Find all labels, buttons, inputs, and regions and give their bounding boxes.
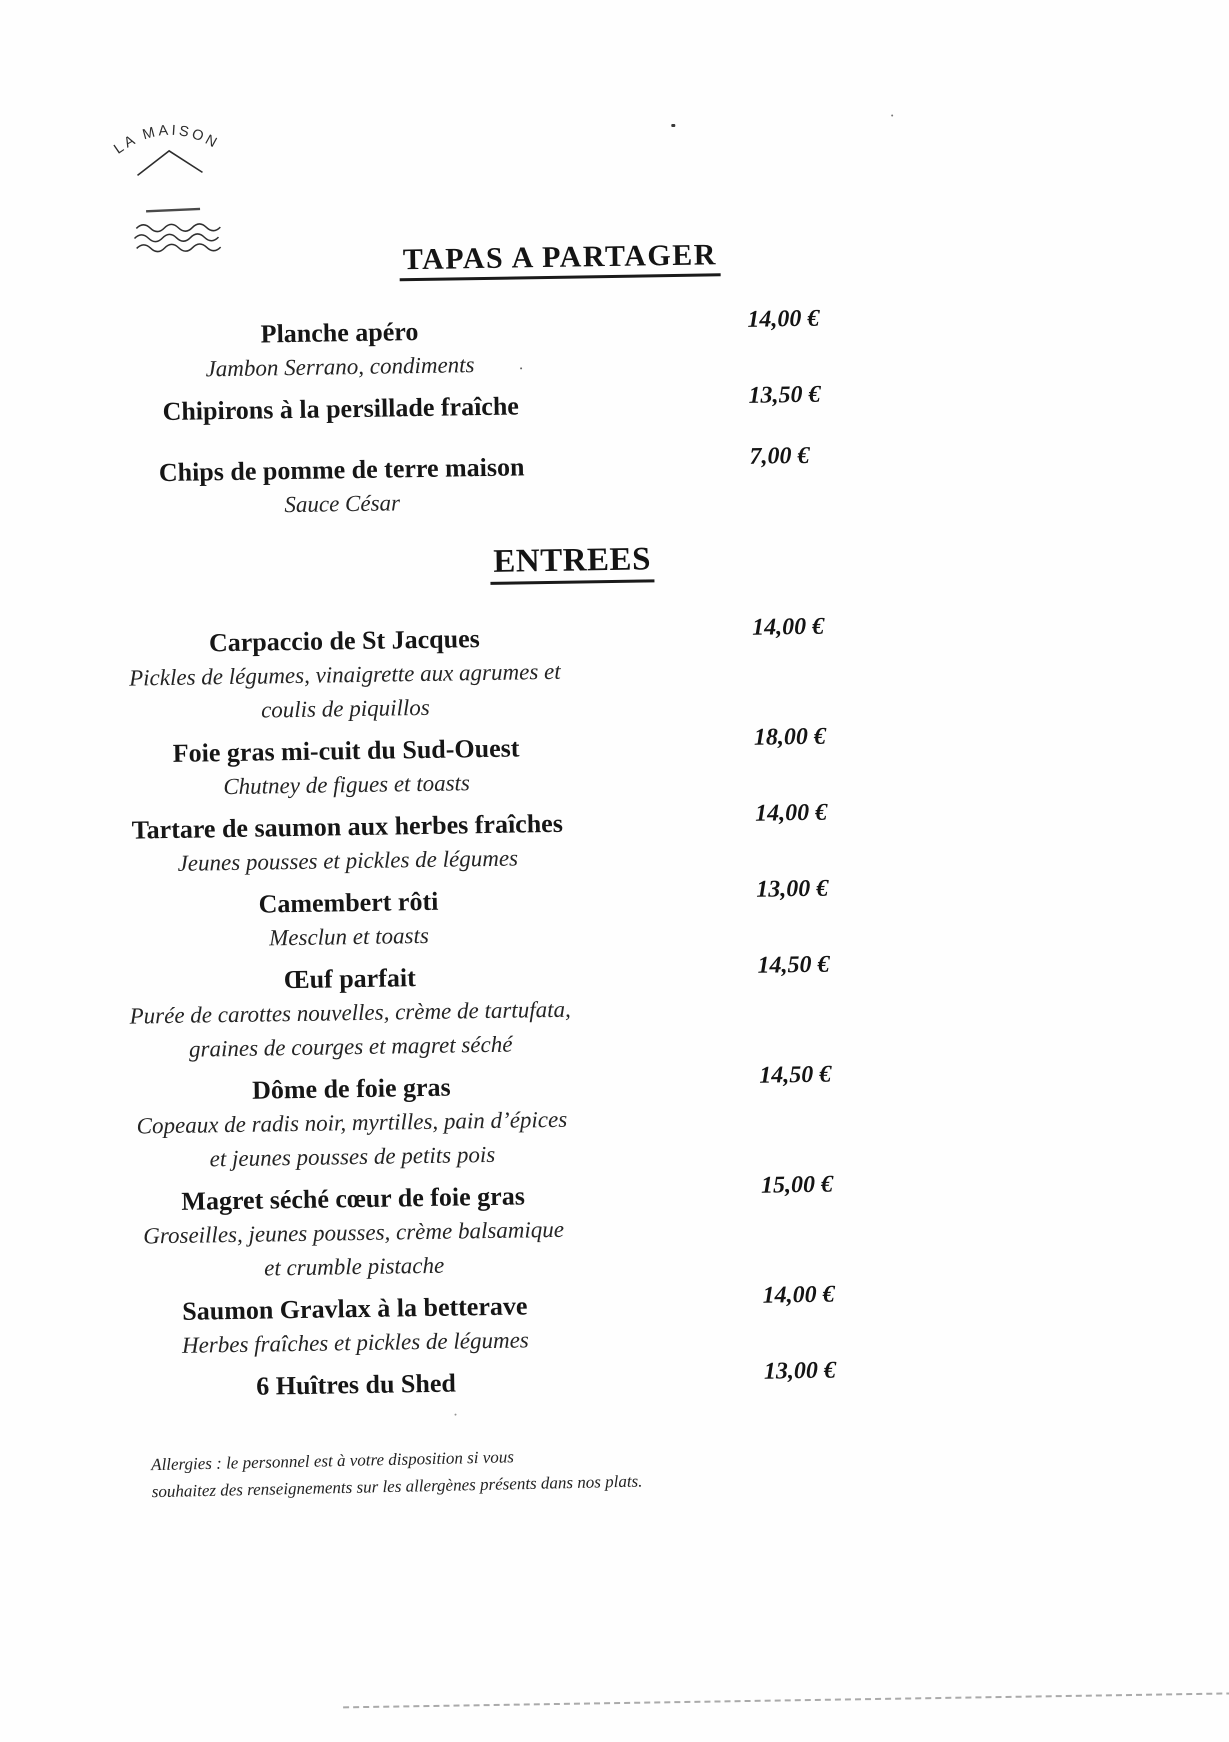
allergies-note-line1: Allergies : le personnel est à votre disposition si vous — [150, 1447, 515, 1475]
menu-item-price: 14,50 € — [757, 951, 830, 979]
menu-item-price: 14,00 € — [754, 799, 828, 827]
section-title-entrees-text: ENTREES — [490, 541, 654, 585]
menu-item — [26, 725, 925, 807]
menu-item — [28, 877, 927, 959]
menu-item-description: et jeunes pousses de petits pois — [209, 1141, 496, 1172]
menu-item — [33, 1173, 932, 1289]
menu-item — [27, 801, 926, 883]
menu-item — [36, 1359, 934, 1407]
scan-artifact-dot — [671, 124, 675, 127]
menu-item — [21, 444, 920, 526]
menu-item-name: 6 Huîtres du Shed — [255, 1368, 457, 1401]
menu-item-row — [26, 725, 924, 773]
menu-item-name: Chips de pomme de terre maison — [158, 452, 525, 488]
menu-item-description: Purée de carottes nouvelles, crème de tartufata, — [129, 996, 571, 1029]
menu-item-description: Chutney de figues et toasts — [223, 770, 471, 800]
menu-item-name: Foie gras mi-cuit du Sud-Ouest — [172, 733, 520, 768]
menu-item-price: 14,00 € — [762, 1281, 835, 1309]
restaurant-logo — [104, 106, 231, 256]
menu-item-row — [21, 444, 919, 492]
menu-item-price: 13,50 € — [748, 381, 821, 409]
menu-item-price: 18,00 € — [753, 723, 827, 751]
la-maison-logo-icon — [104, 106, 231, 256]
menu-item — [35, 1283, 934, 1365]
scan-edge-dashed-line — [343, 1690, 1229, 1709]
menu-item-price: 14,50 € — [759, 1061, 832, 1089]
menu-item — [20, 383, 918, 431]
menu-item-price: 14,00 € — [751, 613, 825, 641]
menu-item-price: 13,00 € — [756, 875, 829, 903]
logo-divider-line — [146, 209, 200, 211]
logo-brand-arc-text: LA MAISON — [111, 122, 222, 158]
allergies-note-line2: souhaitez des renseignements sur les allergènes présents dans nos plats. — [151, 1471, 643, 1502]
menu-item-row — [36, 1359, 934, 1407]
menu-item-price: 7,00 € — [749, 442, 810, 470]
menu-item-description: Copeaux de radis noir, myrtilles, pain d’épices — [136, 1106, 568, 1139]
menu-list-entrees — [24, 615, 934, 1407]
menu-item-name: Dôme de foie gras — [251, 1072, 451, 1105]
menu-item-price: 14,00 € — [747, 305, 820, 333]
section-title-tapas-text: TAPAS A PARTAGER — [400, 238, 721, 281]
menu-item — [29, 953, 928, 1069]
menu-item-price: 13,00 € — [763, 1357, 837, 1385]
menu-item-name: Œuf parfait — [283, 963, 416, 995]
section-title-entrees — [0, 534, 1149, 589]
menu-item-description: Jeunes pousses et pickles de légumes — [177, 845, 519, 876]
menu-item-name: Saumon Gravlax à la betterave — [182, 1291, 528, 1326]
menu-item-name: Planche apéro — [260, 317, 419, 349]
menu-item — [31, 1063, 930, 1179]
wave-icon — [136, 224, 220, 232]
scan-artifact-dot — [455, 1414, 457, 1416]
menu-item-description: Jambon Serrano, condiments — [205, 352, 475, 382]
wave-icon — [134, 234, 218, 242]
menu-item-name: Camembert rôti — [258, 886, 439, 919]
menu-item-row — [28, 877, 926, 925]
menu-item-description: Herbes fraîches et pickles de légumes — [181, 1327, 529, 1358]
menu-item-name: Tartare de saumon aux herbes fraîches — [131, 808, 564, 845]
scan-artifact-dot — [891, 115, 893, 117]
scan-artifact-dot — [520, 367, 522, 369]
allergies-note — [151, 1438, 752, 1505]
menu-item — [19, 307, 918, 389]
menu-item-name: Carpaccio de St Jacques — [208, 624, 480, 658]
menu-item-description: graines de courges et magret séché — [188, 1031, 513, 1062]
menu-item-description: et crumble pistache — [263, 1252, 445, 1281]
menu-item-price: 15,00 € — [760, 1171, 834, 1199]
menu-item-description: Sauce César — [284, 490, 401, 518]
menu-item-row — [20, 383, 918, 431]
menu-item — [24, 615, 923, 731]
menu-item-name: Magret séché cœur de foie gras — [181, 1181, 526, 1216]
menu-item-description: Mesclun et toasts — [268, 922, 430, 951]
menu-item-name: Chipirons à la persillade fraîche — [162, 391, 520, 427]
roof-icon — [137, 150, 202, 175]
menu-list-tapas — [19, 307, 920, 526]
menu-item-description: Pickles de légumes, vinaigrette aux agrumes et — [128, 658, 561, 691]
menu-item-description: Groseilles, jeunes pousses, crème balsamique — [143, 1216, 565, 1249]
menu-item-description: coulis de piquillos — [260, 694, 430, 723]
